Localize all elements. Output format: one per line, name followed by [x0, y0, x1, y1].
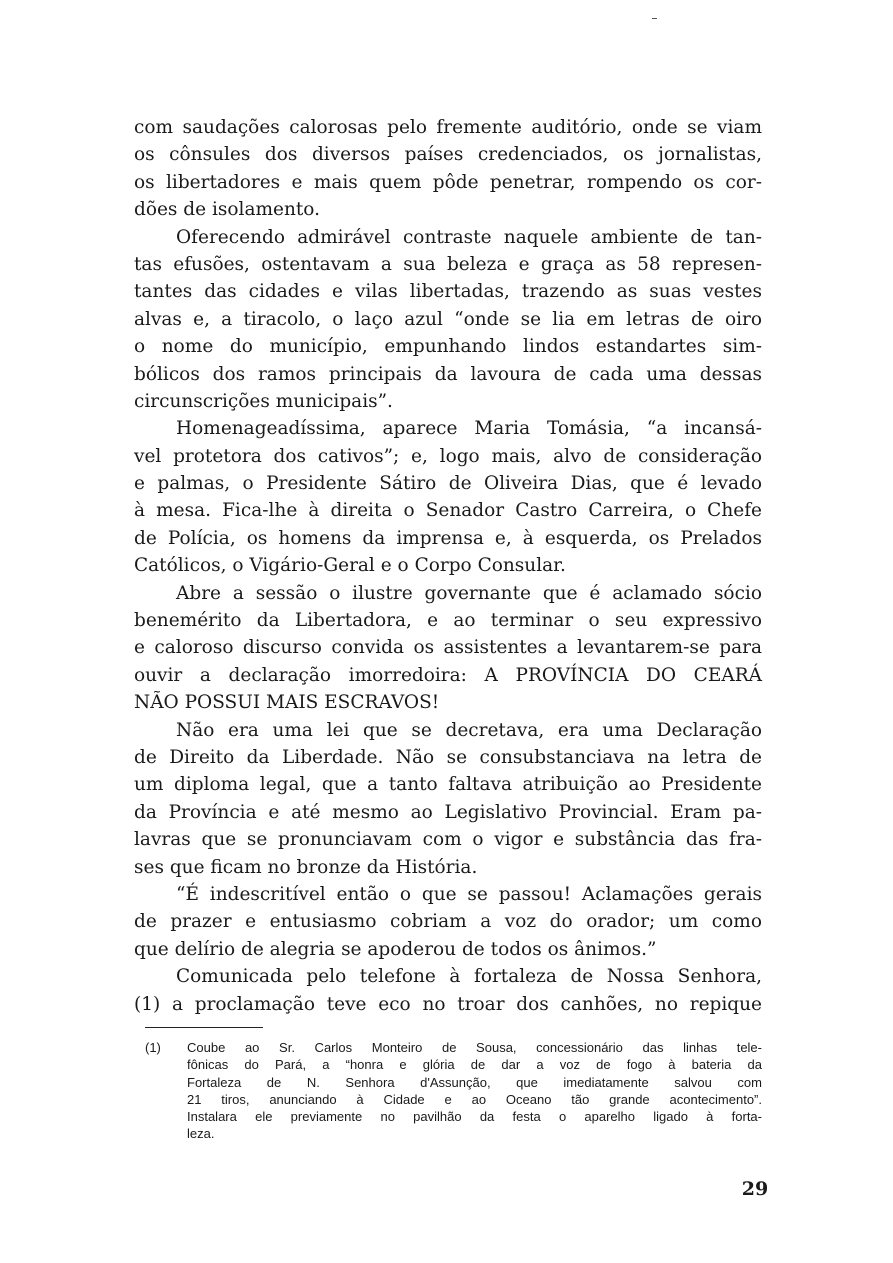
text-line: dões de isolamento.: [134, 199, 321, 221]
main-text: [134, 114, 762, 1018]
scan-mark: [652, 18, 657, 19]
footnote-line: Instalara ele previamente no pavilhão da festa o aparelho ligado à forta-: [187, 1109, 762, 1125]
text-line: e palmas, o Presidente Sátiro de Oliveira Dias, que é levado: [134, 473, 762, 495]
footnote-line: 21 tiros, anunciando à Cidade e ao Oceano tão grande acontecimento”.: [187, 1091, 762, 1107]
text-line: o nome do município, empunhando lindos estandartes sim-: [134, 336, 762, 358]
text-line: NÃO POSSUI MAIS ESCRAVOS!: [134, 692, 440, 714]
paragraph-start-line: “É indescritível então o que se passou! Aclamações gerais: [176, 883, 762, 905]
text-line: que delírio de alegria se apoderou de todos os ânimos.”: [134, 938, 657, 960]
footnote-line: fônicas do Pará, a “honra e glória de dar a voz de fogo à bateria da: [187, 1057, 762, 1073]
text-line: lavras que se pronunciavam com o vigor e substância das fra-: [134, 829, 762, 851]
text-line: ouvir a declaração imorredoira: A PROVÍNCIA DO CEARÁ: [134, 664, 762, 686]
text-line: benemérito da Libertadora, e ao terminar o seu expressivo: [134, 610, 762, 632]
text-line: à mesa. Fica-lhe à direita o Senador Castro Carreira, o Chefe: [134, 500, 762, 522]
footnote-line: Coube ao Sr. Carlos Monteiro de Sousa, concessionário das linhas tele-: [187, 1040, 762, 1055]
text-line: um diploma legal, que a tanto faltava atribuição ao Presidente: [134, 774, 762, 796]
text-line: com saudações calorosas pelo fremente auditório, onde se viam: [134, 117, 762, 138]
paragraph-start-line: Não era uma lei que se decretava, era uma Declaração: [176, 719, 762, 741]
paragraph-start-line: Oferecendo admirável contraste naquele ambiente de tan-: [176, 226, 762, 248]
text-line: tas efusões, ostentavam a sua beleza e graça as 58 represen-: [134, 253, 762, 275]
text-line: os libertadores e mais quem pôde penetrar, rompendo os cor-: [134, 171, 762, 193]
footnote-line: leza.: [187, 1126, 215, 1142]
paragraph-start-line: Homenageadíssima, aparece Maria Tomásia, “a incansá-: [176, 418, 762, 440]
footnote-marker: (1): [145, 1040, 161, 1055]
footnote-body: [187, 1039, 762, 1143]
text-line: alvas e, a tiracolo, o laço azul “onde se lia em letras de oiro: [134, 308, 762, 330]
text-line: tantes das cidades e vilas libertadas, trazendo as suas vestes: [134, 281, 762, 303]
text-line: de Direito da Liberdade. Não se consubstanciava na letra de: [134, 746, 762, 768]
text-line: vel protetora dos cativos”; e, logo mais, alvo de consideração: [134, 445, 762, 467]
text-line: de Polícia, os homens da imprensa e, à esquerda, os Prelados: [134, 527, 762, 549]
text-line: e caloroso discurso convida os assistentes a levantarem-se para: [134, 637, 762, 659]
footnote-line: Fortaleza de N. Senhora d'Assunção, que imediatamente salvou com: [187, 1074, 762, 1090]
text-line: Católicos, o Vigário-Geral e o Corpo Consular.: [134, 555, 566, 577]
text-line: de prazer e entusiasmo cobriam a voz do orador; um como: [134, 911, 762, 933]
text-line: (1) a proclamação teve eco no troar dos canhões, no repique: [134, 993, 762, 1015]
paragraph-start-line: Comunicada pelo telefone à fortaleza de Nossa Senhora,: [176, 966, 762, 988]
text-line: circunscrições municipais”.: [134, 390, 393, 412]
text-line: da Província e até mesmo ao Legislativo Provincial. Eram pa-: [134, 801, 762, 823]
text-line: bólicos dos ramos principais da lavoura de cada uma dessas: [134, 363, 762, 385]
page-number: 29: [741, 1178, 769, 1200]
paragraph-start-line: Abre a sessão o ilustre governante que é aclamado sócio: [176, 582, 762, 604]
text-line: os cônsules dos diversos países credenciados, os jornalistas,: [134, 144, 762, 166]
footnote-divider: [145, 1027, 263, 1028]
text-line: ses que ficam no bronze da História.: [134, 856, 478, 878]
